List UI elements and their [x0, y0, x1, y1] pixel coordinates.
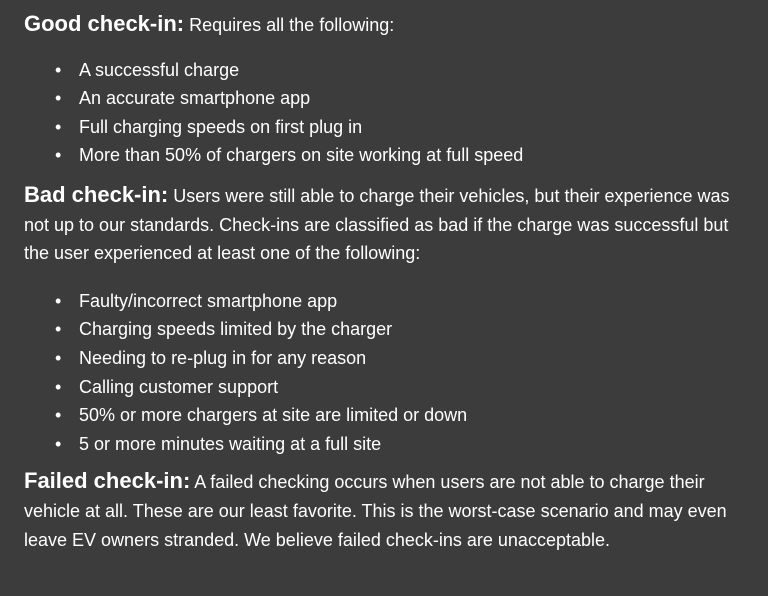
good-checkin-paragraph: [24, 10, 744, 40]
list-item: [55, 141, 744, 170]
bad-checkin-section: [24, 181, 744, 458]
list-item: [55, 113, 744, 142]
list-item: [55, 373, 744, 402]
bullet-icon: •: [55, 405, 62, 426]
list-item: [55, 315, 744, 344]
good-checkin-intro: Requires all the following:: [184, 15, 395, 35]
list-item: [55, 84, 744, 113]
list-item-text: Needing to re-plug in for any reason: [79, 347, 367, 368]
good-checkin-section: [24, 10, 744, 170]
bullet-icon: •: [55, 88, 62, 109]
list-item-text: A successful charge: [79, 59, 240, 80]
list-item: [55, 344, 744, 373]
bullet-icon: •: [55, 319, 62, 340]
good-checkin-heading: Good check-in:: [24, 11, 185, 36]
bullet-icon: •: [55, 59, 62, 80]
bullet-icon: •: [55, 116, 62, 137]
good-checkin-list: [24, 56, 744, 170]
list-item-text: 50% or more chargers at site are limited or down: [79, 405, 468, 426]
list-item-text: Charging speeds limited by the charger: [79, 319, 393, 340]
list-item-text: Faulty/incorrect smartphone app: [79, 290, 338, 311]
bullet-icon: •: [55, 290, 62, 311]
failed-checkin-section: [24, 467, 744, 554]
bullet-icon: •: [55, 347, 62, 368]
failed-checkin-intro: A failed checking occurs when users are not able to charge their vehicle at all. These are our least favorite. This is the worst-case scenario and may even leave EV owners stranded. We believe failed check-ins are unacceptable.: [24, 472, 727, 550]
bad-checkin-list: [24, 287, 744, 459]
bad-checkin-paragraph: [24, 181, 744, 268]
list-item-text: Full charging speeds on first plug in: [79, 116, 363, 137]
list-item-text: Calling customer support: [79, 376, 279, 397]
bullet-icon: •: [55, 433, 62, 454]
list-item: [55, 56, 744, 85]
list-item-text: An accurate smartphone app: [79, 88, 311, 109]
list-item-text: More than 50% of chargers on site working at full speed: [79, 145, 524, 166]
list-item: [55, 287, 744, 316]
list-item: [55, 401, 744, 430]
bad-checkin-intro: Users were still able to charge their vehicles, but their experience was not up to our standards. Check-ins are classified as bad if the charge was successful but the user experienced at least one of the following:: [24, 185, 730, 264]
failed-checkin-paragraph: [24, 467, 744, 554]
list-item: [55, 430, 744, 459]
bullet-icon: •: [55, 145, 62, 166]
failed-checkin-heading: Failed check-in:: [24, 468, 191, 494]
bullet-icon: •: [55, 376, 62, 397]
bad-checkin-heading: Bad check-in:: [24, 181, 169, 207]
list-item-text: 5 or more minutes waiting at a full site: [79, 433, 382, 454]
